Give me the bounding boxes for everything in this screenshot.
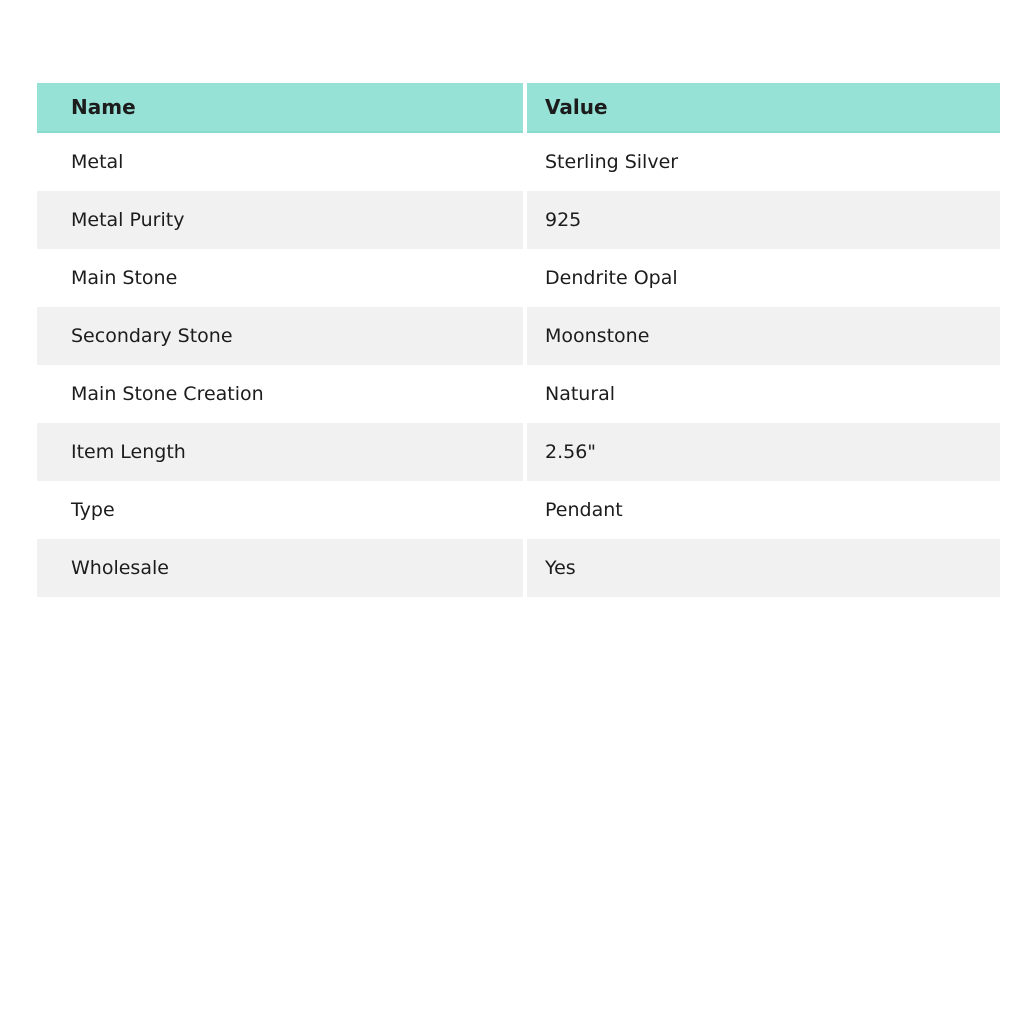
spec-name-cell: Metal: [37, 133, 523, 191]
table-header-row: [37, 83, 1000, 133]
spec-value-cell: Dendrite Opal: [527, 249, 1000, 307]
table-row: [37, 481, 1000, 539]
spec-name-cell: Type: [37, 481, 523, 539]
table-row: [37, 365, 1000, 423]
spec-name-cell: Main Stone Creation: [37, 365, 523, 423]
column-header-name: Name: [37, 83, 523, 133]
table-body: [37, 133, 1000, 597]
spec-name-cell: Secondary Stone: [37, 307, 523, 365]
table-row: [37, 423, 1000, 481]
table-row: [37, 133, 1000, 191]
spec-name-cell: Metal Purity: [37, 191, 523, 249]
spec-value-cell: Sterling Silver: [527, 133, 1000, 191]
spec-name-cell: Wholesale: [37, 539, 523, 597]
table-row: [37, 539, 1000, 597]
table-row: [37, 191, 1000, 249]
spec-name-cell: Main Stone: [37, 249, 523, 307]
spec-name-cell: Item Length: [37, 423, 523, 481]
item-specifics-table: [37, 83, 1000, 597]
spec-value-cell: Moonstone: [527, 307, 1000, 365]
spec-value-cell: 2.56": [527, 423, 1000, 481]
spec-value-cell: Natural: [527, 365, 1000, 423]
column-header-value: Value: [527, 83, 1000, 133]
table-row: [37, 249, 1000, 307]
spec-value-cell: Yes: [527, 539, 1000, 597]
spec-value-cell: 925: [527, 191, 1000, 249]
spec-value-cell: Pendant: [527, 481, 1000, 539]
table-row: [37, 307, 1000, 365]
